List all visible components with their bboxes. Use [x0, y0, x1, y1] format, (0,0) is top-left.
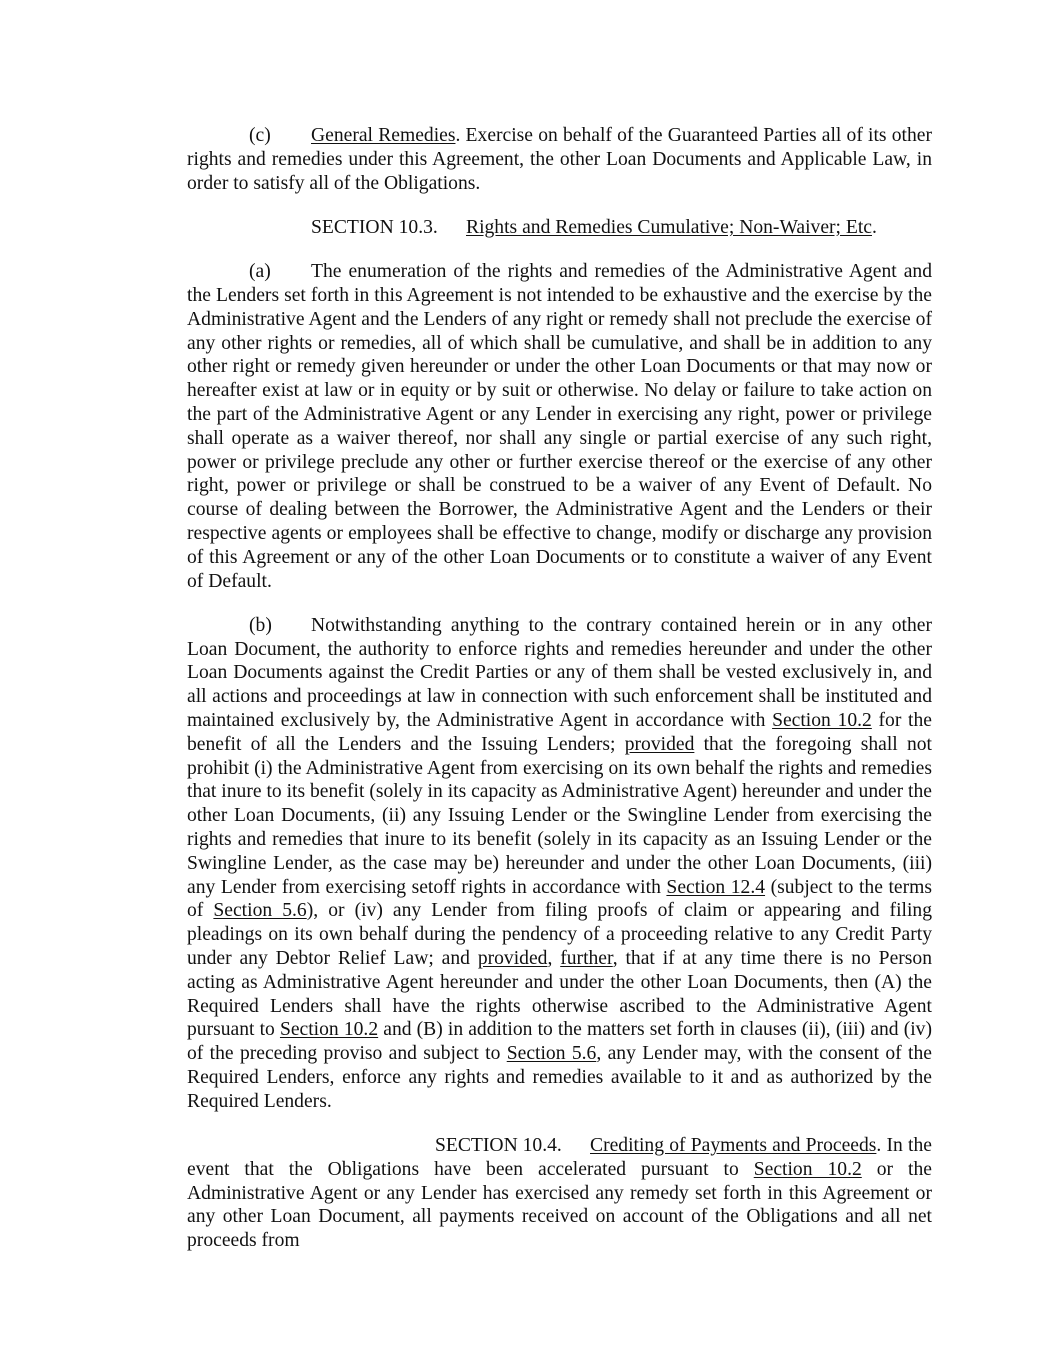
proviso-term: provided — [624, 733, 695, 755]
section-reference: Section 5.6 — [506, 1043, 597, 1065]
clause-heading: General Remedies — [311, 125, 456, 146]
clause-number: (b) — [249, 614, 272, 636]
clause-text: The enumeration of the rights and remedies of the Administrative Agent and the Lenders set forth in this Agreement is not intended to be exhaustive and the exercise by the Administrative Agent and the Lenders of any right or remedy shall not preclude the exercise of any other rights or remedies, all of which shall be cumulative, and shall be in addition to any other right or remedy given hereunder or under the other Loan Documents or that may now or hereafter exist at law or in equity or by suit or otherwise. No delay or failure to take action on the part of the Administrative Agent or any Lender in exercising any right, power or privilege shall operate as a waiver thereof, nor shall any single or partial exercise of any such right, power or privilege preclude any other or further exercise thereof or the exercise of any other right, power or privilege or shall be construed to be a waiver of any Event of Default. No course of dealing between the Borrower, the Administrative Agent and the Lenders or their respective agents or employees shall be effective to change, modify or discharge any provision of this Agreement or any of the other Loan Documents or to constitute a waiver of any Event of Default. — [187, 261, 932, 592]
clause-text: . Exercise on behalf of the Guaranteed Parties all of its other rights and remedies under this Agreement, the other Loan Documents and Applicable Law, in order to satisfy all of the Obligations. — [187, 125, 933, 194]
section-reference: Section 10.2 — [753, 1158, 862, 1180]
paragraph-c — [187, 124, 932, 195]
section-number: SECTION 10.3. — [311, 216, 438, 238]
section-title: Crediting of Payments and Proceeds — [590, 1135, 877, 1157]
section-reference: Section 5.6 — [213, 900, 307, 922]
section-reference: Section 10.2 — [772, 710, 872, 732]
section-reference: Section 12.4 — [666, 876, 766, 898]
section-title: Rights and Remedies Cumulative; Non-Waiver; Etc — [466, 216, 872, 238]
clause-number: (c) — [249, 125, 271, 146]
proviso-term: provided — [477, 948, 548, 969]
section-reference: Section 10.2 — [279, 1019, 379, 1041]
paragraph-a — [187, 260, 932, 593]
section-number: SECTION 10.4. — [435, 1135, 562, 1157]
document-page — [187, 124, 932, 1274]
proviso-term: further — [560, 948, 613, 969]
section-10-4-paragraph: SECTION 10.4. Crediting of Payments and Proceeds. In the event that the Obligations have been accelerated pursuant to Section 10.2 or the Administrative Agent or any Lender has exercised any remedy set forth in this Agreement or any other Loan Document, all payments received on account of the Obligations and all net proceeds from — [187, 1135, 932, 1252]
clause-number: (a) — [249, 261, 271, 283]
paragraph-b: (b) Notwithstanding anything to the contrary contained herein or in any other Loan Document, the authority to enforce rights and remedies hereunder and under the other Loan Documents against the Credit Parties or any of them shall be vested exclusively in, and all actions and proceedings at law in connection with such enforcement shall be instituted and maintained exclusively by, the Administrative Agent in accordance with Section 10.2 for the benefit of all the Lenders and the Issuing Lenders; provided that the foregoing shall not prohibit (i) the Administrative Agent from exercising on its own behalf the rights and remedies that inure to its benefit (solely in its capacity as Administrative Agent) hereunder and under the other Loan Documents, (ii) any Issuing Lender or the Swingline Lender from exercising the rights and remedies that inure to its benefit (solely in its capacity as an Issuing Lender or the Swingline Lender, as the case may be) hereunder and under the other Loan Documents, (iii) any Lender from exercising setoff rights in accordance with Section 12.4 (subject to the terms of Section 5.6), or (iv) any Lender from filing proofs of claim or appearing and filing pleadings on its own behalf during the pendency of a proceeding relative to any Credit Party under any Debtor Relief Law; and provided, further, that if at any time there is no Person acting as Administrative Agent hereunder and under the other Loan Documents, then (A) the Required Lenders shall have the rights otherwise ascribed to the Administrative Agent pursuant to Section 10.2 and (B) in addition to the matters set forth in clauses (ii), (iii) and (iv) of the preceding proviso and subject to Section 5.6, any Lender may, with the consent of the Required Lenders, enforce any rights and remedies available to it and as authorized by the Required Lenders. — [187, 614, 933, 1112]
section-10-3-heading: SECTION 10.3. Rights and Remedies Cumulative; Non-Waiver; Etc. — [311, 216, 877, 238]
